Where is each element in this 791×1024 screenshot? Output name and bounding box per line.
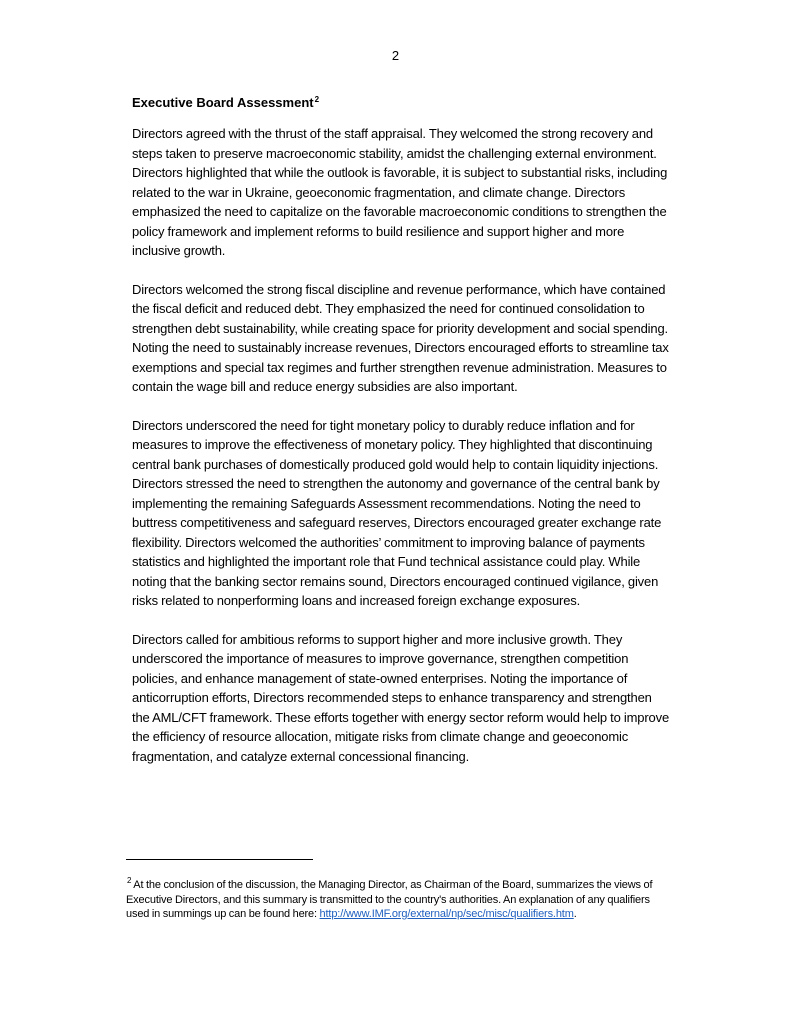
paragraph-outlook: Directors agreed with the thrust of the staff appraisal. They welcomed the strong recovery and steps taken to preserve macroeconomic stability, amidst the challenging external environment. Directors highlighted that while the outlook is favorable, it is subject to substantial risks, including related to the war in Ukraine, geoeconomic fragmentation, and climate change. Directors emphasized the need to capitalize on the favorable macroeconomic conditions to strengthen the policy framework and implement reforms to build resilience and support higher and more inclusive growth. xyxy=(132,126,668,258)
page-number: 2 xyxy=(391,48,400,63)
footnote-link-suffix: . xyxy=(573,908,577,920)
paragraph-reforms: Directors called for ambitious reforms to support higher and more inclusive growth. They underscored the importance of measures to improve governance, strengthen competition policies, and enhance management of state-owned enterprises. Noting the importance of anticorruption efforts, Directors recommended steps to enhance transparency and strengthen the AML/CFT framework. These efforts together with energy sector reform would help to improve the efficiency of resource allocation, mitigate risks from climate change and geoeconomic fragmentation, and catalyze external concessional financing. xyxy=(132,631,670,764)
footnote-marker: 2 xyxy=(127,876,132,885)
footnote xyxy=(126,878,672,922)
main-content xyxy=(132,94,672,785)
footnote-text: At the conclusion of the discussion, the Managing Director, as Chairman of the Board, summarizes the views of Executive Directors, and this summary is transmitted to the country's authorities. An explanation of any qualifiers used in summings up can be found here: xyxy=(126,879,653,920)
paragraph-monetary: Directors underscored the need for tight monetary policy to durably reduce inflation and for measures to improve the effectiveness of monetary policy. They highlighted that discontinuing central bank purchases of domestically produced gold would help to contain liquidity injections. Directors stressed the need to strengthen the autonomy and governance of the central bank by implementing the remaining Safeguards Assessment recommendations. Noting the need to buttress competitiveness and safeguard reserves, Directors encouraged greater exchange rate flexibility. Directors welcomed the authorities’ commitment to improving balance of payments statistics and highlighted the important role that Fund technical assistance could play. While noting that the banking sector remains sound, Directors encouraged continued vigilance, given risks related to nonperforming loans and increased foreign exchange exposures. xyxy=(132,417,662,608)
section-title: Executive Board Assessment xyxy=(132,95,314,110)
paragraph-fiscal: Directors welcomed the strong fiscal discipline and revenue performance, which have contained the fiscal deficit and reduced debt. They emphasized the need for continued consolidation to strengthen debt sustainability, while creating space for priority development and social spending. Noting the need to sustainably increase revenues, Directors encouraged efforts to streamline tax exemptions and special tax regimes and further strengthen revenue administration. Measures to contain the wage bill and reduce energy subsidies are also important. xyxy=(132,281,669,394)
footnote-divider xyxy=(126,859,313,860)
qualifiers-link[interactable]: http://www.IMF.org/external/np/sec/misc/qualifiers.htm xyxy=(319,908,574,920)
footnote-reference[interactable]: 2 xyxy=(314,95,320,104)
section-heading xyxy=(132,94,672,112)
